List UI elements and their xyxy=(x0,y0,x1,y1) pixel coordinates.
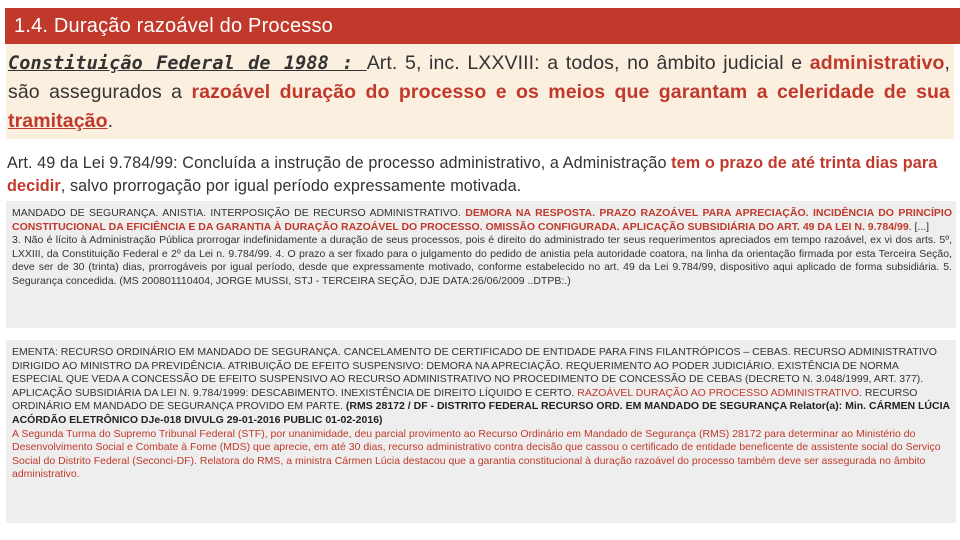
lei-paragraph xyxy=(6,148,954,198)
ementa-text2: . RECURSO ORDINÁRIO EM MANDADO DE SEGURANÇA PROVIDO EM PARTE. xyxy=(12,386,918,413)
ementa-paragraph xyxy=(6,340,956,482)
slide-title: 1.4. Duração razoável do Processo xyxy=(14,15,333,37)
constituicao-hl3: tramitação xyxy=(8,110,108,132)
lei-box xyxy=(6,148,954,198)
lei-text1: Art. 49 da Lei 9.784/99: Concluída a instrução de processo administrativo, a Administração xyxy=(7,154,672,172)
constituicao-lead: Constituição Federal de 1988 : xyxy=(8,53,367,74)
ementa-text1: EMENTA: RECURSO ORDINÁRIO EM MANDADO DE SEGURANÇA. CANCELAMENTO DE CERTIFICADO DE ENTIDADE PARA FINS FILANTRÓPICOS – CEBAS. RECURSO ADMINISTRATIVO DIRIGIDO AO MINISTRO DA PREVIDÊNCIA. ATRIBUIÇÃO DE EFEITO SUSPENSIVO: DEMORA NA APRECIAÇÃO. REQUERIMENTO AO PODER JUDICIÁRIO. EXISTÊNCIA DE NORMA ESPECIAL QUE VEDA A CONCESSÃO DE EFEITO SUSPENSIVO AO RECURSO ADMINISTRATIVO NO PROCEDIMENTO DE CONCESSÃO DE CEBAS (DECRETO N. 3.048/1999, ART. 377). APLICAÇÃO SUBSIDIÁRIA DA LEI N. 9.784/1999: DESCABIMENTO. INEXISTÊNCIA DE DIREITO LÍQUIDO E CERTO. xyxy=(12,346,937,399)
ementa-citation: (RMS 28172 / DF - DISTRITO FEDERAL RECURSO ORD. EM MANDADO DE SEGURANÇA Relator(a): Min. CÁRMEN LÚCIA ACÓRDÃO ELETRÔNICO DJe-018 DIVULG 29-01-2016 PUBLIC 01-02-2016) xyxy=(12,400,950,426)
mandado-paragraph xyxy=(6,201,956,289)
constituicao-box xyxy=(6,44,954,139)
mandado-text1: MANDADO DE SEGURANÇA. ANISTIA. INTERPOSIÇÃO DE RECURSO ADMINISTRATIVO. xyxy=(12,207,466,219)
ementa-summary: A Segunda Turma do Supremo Tribunal Federal (STF), por unanimidade, deu parcial provimento ao Recurso Ordinário em Mandado de Segurança (RMS) 28172 para determinar ao Ministério do Desenvolvimento Social e Combate à Fome (MDS) que aprecie, em até 30 dias, recurso administrativo contra decisão que cassou o certificado de entidade beneficente de assistente social do Serviço Social do Distrito Federal (Seconci-DF). Relatora do RMS, a ministra Cármen Lúcia destacou que a garantia constitucional à duração razoável do processo também deve ser assegurada no âmbito administrativo. xyxy=(12,427,941,481)
constituicao-text2: , são assegurados a xyxy=(8,52,950,103)
constituicao-hl1: administrativo xyxy=(809,52,945,74)
mandado-text3: 3. Não é lícito à Administração Pública prorrogar indefinidamente a duração de seus processos, pois é direito do administrado ter seus requerimentos apreciados em tempo razoável, ex vi dos arts. 5º, LXXIII, da Constituição Federal e 2º da Lei n. 9.784/99. 4. O prazo a ser fixado para o julgamento do pedido de anistia pela autoridade coatora, na linha da orientação firmada por esta Terceira Seção, deve ser de 30 (trinta) dias, prorrogáveis por igual período, desde que expressamente motivado, conforme estabelecido no art. 49 da Lei 9.784/99, dispositivo aqui aplicado de forma subsidiária. 5. Segurança concedida. (MS 200801110404, JORGE MUSSI, STJ - TERCEIRA SEÇÃO, DJE DATA:26/06/2009 ..DTPB:.) xyxy=(12,234,952,287)
mandado-text2: . [...] xyxy=(908,220,930,233)
ementa-box xyxy=(6,340,956,523)
lei-hl1: tem o prazo de até trinta dias para decidir xyxy=(7,154,938,195)
lei-text2: , salvo prorrogação por igual período expressamente motivada. xyxy=(60,177,522,195)
constituicao-paragraph xyxy=(6,44,954,136)
mandado-hl1: DEMORA NA RESPOSTA. PRAZO RAZOÁVEL PARA APRECIAÇÃO. INCIDÊNCIA DO PRINCÍPIO CONSTITUCIONAL DA EFICIÊNCIA E DA GARANTIA À DURAÇÃO RAZOÁVEL DO PROCESSO. OMISSÃO CONFIGURADA. APLICAÇÃO SUBSIDIÁRIA DO ART. 49 DA LEI N. 9.784/99 xyxy=(12,207,953,233)
constituicao-text3: . xyxy=(107,110,114,132)
mandado-box xyxy=(6,201,956,328)
ementa-hl1: RAZOÁVEL DURAÇÃO AO PROCESSO ADMINISTRATIVO xyxy=(577,386,860,399)
constituicao-hl2: razoável duração do processo e os meios que garantam a celeridade de sua xyxy=(191,81,950,103)
slide-title-bar xyxy=(5,8,960,44)
constituicao-text1: Art. 5, inc. LXXVIII: a todos, no âmbito judicial e xyxy=(366,52,810,74)
